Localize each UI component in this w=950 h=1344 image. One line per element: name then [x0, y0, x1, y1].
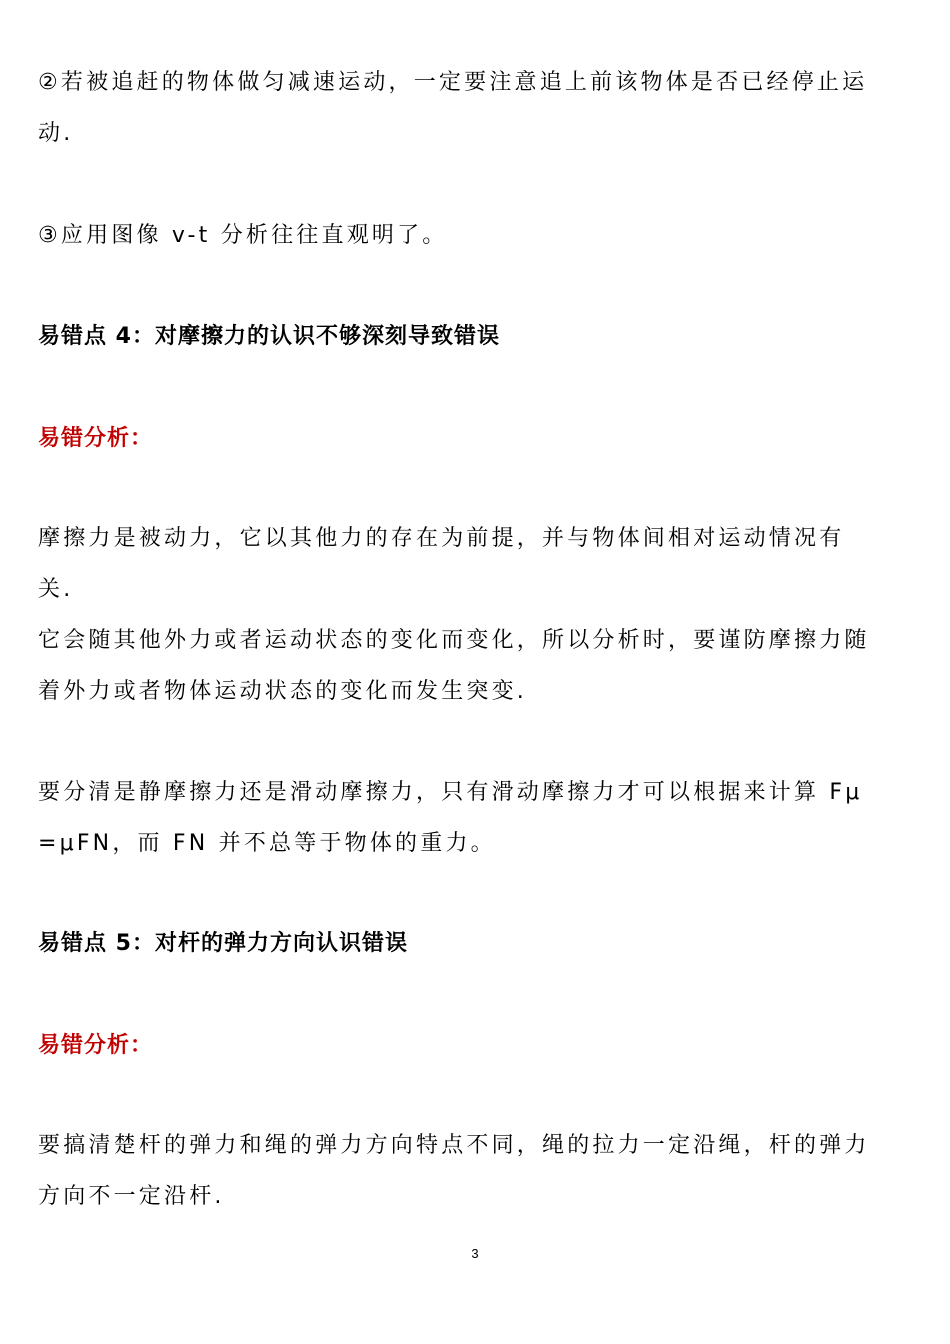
point4-para3-line2: =μFN，而 FN 并不总等于物体的重力。	[38, 831, 496, 856]
point4-para1-line1: 摩擦力是被动力，它以其他力的存在为前提，并与物体间相对运动情况有	[38, 526, 845, 551]
point4-title: 易错点 4：对摩擦力的认识不够深刻导致错误	[38, 324, 500, 349]
tip3-line: ③应用图像 v-t 分析往往直观明了。	[38, 223, 448, 248]
point5-analysis-label: 易错分析：	[38, 1033, 154, 1058]
point4-para3-line1: 要分清是静摩擦力还是滑动摩擦力，只有滑动摩擦力才可以根据来计算 Fμ	[38, 780, 863, 805]
tip2-line2: 动.	[38, 121, 74, 146]
point5-para1-line1: 要搞清楚杆的弹力和绳的弹力方向特点不同，绳的拉力一定沿绳，杆的弹力	[38, 1133, 870, 1158]
page-number: 3	[471, 1246, 479, 1261]
tip2-line1: ②若被追赶的物体做匀减速运动，一定要注意追上前该物体是否已经停止运	[38, 70, 868, 95]
point4-para2-line2: 着外力或者物体运动状态的变化而发生突变.	[38, 679, 527, 704]
point4-para2-line1: 它会随其他外力或者运动状态的变化而变化，所以分析时，要谨防摩擦力随	[38, 628, 870, 653]
point4-para1-line2: 关.	[38, 577, 74, 602]
point4-analysis-label: 易错分析：	[38, 426, 154, 451]
point5-title: 易错点 5：对杆的弹力方向认识错误	[38, 931, 408, 956]
point5-para1-line2: 方向不一定沿杆.	[38, 1184, 225, 1209]
